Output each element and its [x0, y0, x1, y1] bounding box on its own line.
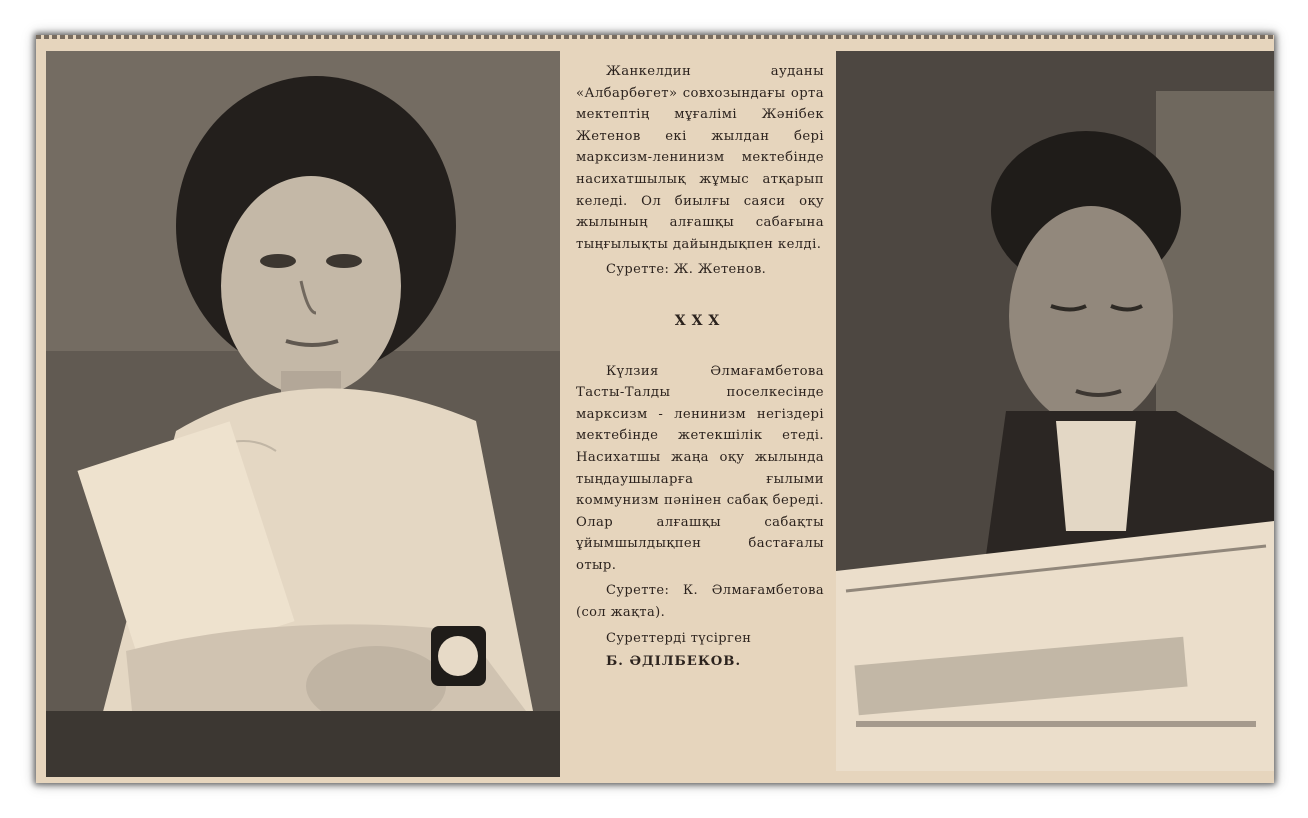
article-column — [576, 61, 824, 673]
newspaper-clipping — [36, 35, 1274, 783]
photo-caption-2: Суретте: К. Әлмағамбетова (сол жақта). — [576, 583, 824, 621]
woman-portrait-image — [46, 51, 560, 777]
photo-woman-portrait — [46, 51, 560, 777]
photographer-name: Б. ӘДІЛБЕКОВ. — [606, 654, 742, 670]
section-separator: XXX — [674, 312, 726, 329]
photo-caption-1: Суретте: Ж. Жетенов. — [606, 262, 767, 278]
article-paragraph-1: Жанкелдин ауданы «Албарбөгет» совхозындағы орта мектептің мұғалімі Жәнібек Жетенов екі жылдан бері марксизм-ленинизм мектебінде насихатшылық жұмыс атқарып келеді. Ол биылғы саяси оқу жылының алғашқы сабағына тыңғылықты дайындықпен келді. — [576, 64, 824, 252]
man-reading-image — [836, 51, 1274, 771]
photo-credit: Суреттерді түсірген — [606, 630, 752, 646]
article-paragraph-2: Күлзия Әлмағамбетова Тасты-Талды поселкесінде марксизм - ленинизм негіздері мектебінде жетекшілік етеді. Насихатшы жаңа оқу жылында тыңдаушыларға ғылыми коммунизм пәнінен сабақ береді. Олар алғашқы сабақты ұйымшылдықпен бастағалы отыр. — [576, 363, 824, 573]
photo-man-reading — [836, 51, 1274, 771]
